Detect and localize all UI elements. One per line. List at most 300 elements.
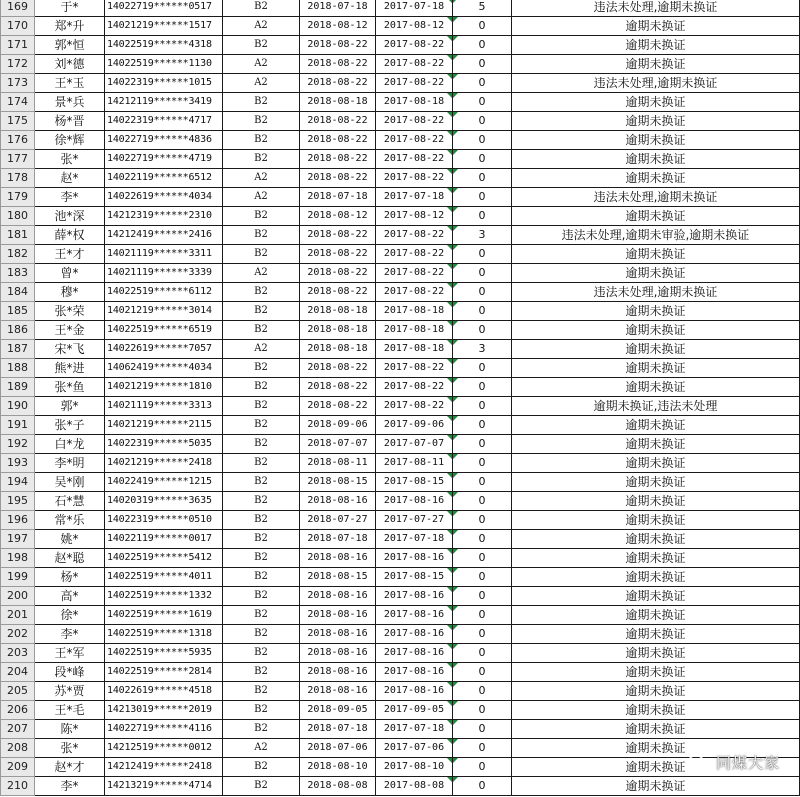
date-cell[interactable]: 2017-08-22 bbox=[376, 169, 453, 188]
date-cell[interactable]: 2018-08-22 bbox=[300, 169, 376, 188]
id-number-cell[interactable]: 14212419******2416 bbox=[105, 226, 223, 245]
id-number-cell[interactable]: 14022619******4518 bbox=[105, 682, 223, 701]
status-cell[interactable]: 逾期未换证 bbox=[512, 644, 800, 663]
name-cell[interactable]: 张*鱼 bbox=[35, 378, 105, 397]
date-cell[interactable]: 2017-08-16 bbox=[376, 549, 453, 568]
row-number[interactable]: 185 bbox=[1, 302, 35, 321]
row-number[interactable]: 200 bbox=[1, 587, 35, 606]
name-cell[interactable]: 穆* bbox=[35, 283, 105, 302]
status-cell[interactable]: 逾期未换证 bbox=[512, 359, 800, 378]
count-cell[interactable]: 0 bbox=[453, 321, 512, 340]
license-type-cell[interactable]: B2 bbox=[223, 112, 300, 131]
date-cell[interactable]: 2018-08-18 bbox=[300, 93, 376, 112]
status-cell[interactable]: 逾期未换证 bbox=[512, 777, 800, 796]
status-cell[interactable]: 逾期未换证 bbox=[512, 17, 800, 36]
id-number-cell[interactable]: 14022319******1015 bbox=[105, 74, 223, 93]
row-number[interactable]: 175 bbox=[1, 112, 35, 131]
count-cell[interactable]: 0 bbox=[453, 207, 512, 226]
name-cell[interactable]: 王*军 bbox=[35, 644, 105, 663]
status-cell[interactable]: 逾期未换证 bbox=[512, 55, 800, 74]
name-cell[interactable]: 宋*飞 bbox=[35, 340, 105, 359]
status-cell[interactable]: 逾期未换证 bbox=[512, 720, 800, 739]
status-cell[interactable]: 违法未处理,逾期未换证 bbox=[512, 74, 800, 93]
count-cell[interactable]: 0 bbox=[453, 416, 512, 435]
row-number[interactable]: 191 bbox=[1, 416, 35, 435]
status-cell[interactable]: 违法未处理,逾期未换证 bbox=[512, 0, 800, 17]
status-cell[interactable]: 逾期未换证 bbox=[512, 169, 800, 188]
date-cell[interactable]: 2017-07-18 bbox=[376, 0, 453, 17]
name-cell[interactable]: 吴*刚 bbox=[35, 473, 105, 492]
date-cell[interactable]: 2018-08-22 bbox=[300, 150, 376, 169]
license-type-cell[interactable]: B2 bbox=[223, 492, 300, 511]
status-cell[interactable]: 逾期未换证 bbox=[512, 93, 800, 112]
count-cell[interactable]: 0 bbox=[453, 758, 512, 777]
date-cell[interactable]: 2018-08-16 bbox=[300, 549, 376, 568]
date-cell[interactable]: 2017-08-10 bbox=[376, 758, 453, 777]
date-cell[interactable]: 2017-08-15 bbox=[376, 473, 453, 492]
license-type-cell[interactable]: B2 bbox=[223, 587, 300, 606]
status-cell[interactable]: 逾期未换证 bbox=[512, 606, 800, 625]
date-cell[interactable]: 2017-08-18 bbox=[376, 340, 453, 359]
date-cell[interactable]: 2018-07-06 bbox=[300, 739, 376, 758]
license-type-cell[interactable]: B2 bbox=[223, 378, 300, 397]
count-cell[interactable]: 0 bbox=[453, 777, 512, 796]
row-number[interactable]: 202 bbox=[1, 625, 35, 644]
date-cell[interactable]: 2017-08-16 bbox=[376, 682, 453, 701]
license-type-cell[interactable]: B2 bbox=[223, 701, 300, 720]
id-number-cell[interactable]: 14022519******6519 bbox=[105, 321, 223, 340]
status-cell[interactable]: 逾期未换证 bbox=[512, 739, 800, 758]
id-number-cell[interactable]: 14022519******2814 bbox=[105, 663, 223, 682]
name-cell[interactable]: 李* bbox=[35, 777, 105, 796]
date-cell[interactable]: 2018-09-05 bbox=[300, 701, 376, 720]
date-cell[interactable]: 2017-08-11 bbox=[376, 454, 453, 473]
license-type-cell[interactable]: B2 bbox=[223, 568, 300, 587]
name-cell[interactable]: 赵*才 bbox=[35, 758, 105, 777]
status-cell[interactable]: 逾期未换证 bbox=[512, 549, 800, 568]
status-cell[interactable]: 逾期未换证 bbox=[512, 36, 800, 55]
name-cell[interactable]: 王*才 bbox=[35, 245, 105, 264]
id-number-cell[interactable]: 14022319******0510 bbox=[105, 511, 223, 530]
count-cell[interactable]: 0 bbox=[453, 530, 512, 549]
status-cell[interactable]: 逾期未换证 bbox=[512, 321, 800, 340]
id-number-cell[interactable]: 14022619******7057 bbox=[105, 340, 223, 359]
date-cell[interactable]: 2018-08-16 bbox=[300, 492, 376, 511]
id-number-cell[interactable]: 14022419******1215 bbox=[105, 473, 223, 492]
count-cell[interactable]: 0 bbox=[453, 435, 512, 454]
name-cell[interactable]: 陈* bbox=[35, 720, 105, 739]
row-number[interactable]: 171 bbox=[1, 36, 35, 55]
count-cell[interactable]: 0 bbox=[453, 720, 512, 739]
count-cell[interactable]: 0 bbox=[453, 701, 512, 720]
count-cell[interactable]: 0 bbox=[453, 511, 512, 530]
count-cell[interactable]: 0 bbox=[453, 625, 512, 644]
license-type-cell[interactable]: A2 bbox=[223, 17, 300, 36]
name-cell[interactable]: 徐* bbox=[35, 606, 105, 625]
name-cell[interactable]: 常*乐 bbox=[35, 511, 105, 530]
name-cell[interactable]: 曾* bbox=[35, 264, 105, 283]
count-cell[interactable]: 0 bbox=[453, 55, 512, 74]
license-type-cell[interactable]: B2 bbox=[223, 131, 300, 150]
id-number-cell[interactable]: 14022519******4318 bbox=[105, 36, 223, 55]
status-cell[interactable]: 逾期未换证 bbox=[512, 302, 800, 321]
date-cell[interactable]: 2018-07-27 bbox=[300, 511, 376, 530]
row-number[interactable]: 188 bbox=[1, 359, 35, 378]
date-cell[interactable]: 2017-08-22 bbox=[376, 226, 453, 245]
name-cell[interactable]: 赵* bbox=[35, 169, 105, 188]
date-cell[interactable]: 2017-08-16 bbox=[376, 625, 453, 644]
row-number[interactable]: 197 bbox=[1, 530, 35, 549]
name-cell[interactable]: 张*荣 bbox=[35, 302, 105, 321]
row-number[interactable]: 209 bbox=[1, 758, 35, 777]
name-cell[interactable]: 郑*升 bbox=[35, 17, 105, 36]
status-cell[interactable]: 逾期未换证 bbox=[512, 663, 800, 682]
row-number[interactable]: 178 bbox=[1, 169, 35, 188]
date-cell[interactable]: 2018-08-12 bbox=[300, 207, 376, 226]
date-cell[interactable]: 2017-07-07 bbox=[376, 435, 453, 454]
date-cell[interactable]: 2018-09-06 bbox=[300, 416, 376, 435]
license-type-cell[interactable]: B2 bbox=[223, 454, 300, 473]
count-cell[interactable]: 0 bbox=[453, 587, 512, 606]
row-number[interactable]: 186 bbox=[1, 321, 35, 340]
count-cell[interactable]: 0 bbox=[453, 397, 512, 416]
count-cell[interactable]: 0 bbox=[453, 378, 512, 397]
row-number[interactable]: 192 bbox=[1, 435, 35, 454]
status-cell[interactable]: 逾期未换证 bbox=[512, 758, 800, 777]
date-cell[interactable]: 2018-08-18 bbox=[300, 340, 376, 359]
date-cell[interactable]: 2017-08-18 bbox=[376, 93, 453, 112]
status-cell[interactable]: 逾期未换证 bbox=[512, 492, 800, 511]
id-number-cell[interactable]: 14021219******1517 bbox=[105, 17, 223, 36]
name-cell[interactable]: 王*毛 bbox=[35, 701, 105, 720]
license-type-cell[interactable]: B2 bbox=[223, 93, 300, 112]
license-type-cell[interactable]: B2 bbox=[223, 226, 300, 245]
status-cell[interactable]: 逾期未换证 bbox=[512, 245, 800, 264]
count-cell[interactable]: 0 bbox=[453, 663, 512, 682]
status-cell[interactable]: 逾期未换证 bbox=[512, 150, 800, 169]
id-number-cell[interactable]: 14022519******1619 bbox=[105, 606, 223, 625]
count-cell[interactable]: 0 bbox=[453, 245, 512, 264]
status-cell[interactable]: 逾期未换证 bbox=[512, 264, 800, 283]
date-cell[interactable]: 2018-08-15 bbox=[300, 473, 376, 492]
license-type-cell[interactable]: B2 bbox=[223, 397, 300, 416]
count-cell[interactable]: 0 bbox=[453, 74, 512, 93]
status-cell[interactable]: 逾期未换证 bbox=[512, 568, 800, 587]
row-number[interactable]: 203 bbox=[1, 644, 35, 663]
license-type-cell[interactable]: A2 bbox=[223, 169, 300, 188]
date-cell[interactable]: 2017-08-16 bbox=[376, 492, 453, 511]
license-type-cell[interactable]: B2 bbox=[223, 625, 300, 644]
count-cell[interactable]: 0 bbox=[453, 302, 512, 321]
row-number[interactable]: 196 bbox=[1, 511, 35, 530]
date-cell[interactable]: 2018-08-11 bbox=[300, 454, 376, 473]
id-number-cell[interactable]: 14022519******1318 bbox=[105, 625, 223, 644]
date-cell[interactable]: 2017-07-18 bbox=[376, 530, 453, 549]
count-cell[interactable]: 0 bbox=[453, 454, 512, 473]
count-cell[interactable]: 0 bbox=[453, 644, 512, 663]
date-cell[interactable]: 2017-08-22 bbox=[376, 397, 453, 416]
row-number[interactable]: 207 bbox=[1, 720, 35, 739]
name-cell[interactable]: 熊*进 bbox=[35, 359, 105, 378]
date-cell[interactable]: 2018-08-08 bbox=[300, 777, 376, 796]
count-cell[interactable]: 0 bbox=[453, 169, 512, 188]
name-cell[interactable]: 王*玉 bbox=[35, 74, 105, 93]
name-cell[interactable]: 赵*聪 bbox=[35, 549, 105, 568]
count-cell[interactable]: 0 bbox=[453, 17, 512, 36]
date-cell[interactable]: 2017-08-22 bbox=[376, 283, 453, 302]
row-number[interactable]: 183 bbox=[1, 264, 35, 283]
status-cell[interactable]: 逾期未换证 bbox=[512, 625, 800, 644]
name-cell[interactable]: 郭*恒 bbox=[35, 36, 105, 55]
date-cell[interactable]: 2017-08-08 bbox=[376, 777, 453, 796]
license-type-cell[interactable]: B2 bbox=[223, 549, 300, 568]
status-cell[interactable]: 逾期未换证 bbox=[512, 530, 800, 549]
status-cell[interactable]: 违法未处理,逾期未审验,逾期未换证 bbox=[512, 226, 800, 245]
date-cell[interactable]: 2018-08-22 bbox=[300, 283, 376, 302]
row-number[interactable]: 199 bbox=[1, 568, 35, 587]
count-cell[interactable]: 0 bbox=[453, 188, 512, 207]
date-cell[interactable]: 2018-08-18 bbox=[300, 302, 376, 321]
date-cell[interactable]: 2017-08-16 bbox=[376, 663, 453, 682]
id-number-cell[interactable]: 14021119******3311 bbox=[105, 245, 223, 264]
date-cell[interactable]: 2017-08-22 bbox=[376, 264, 453, 283]
license-type-cell[interactable]: A2 bbox=[223, 55, 300, 74]
id-number-cell[interactable]: 14022319******4717 bbox=[105, 112, 223, 131]
status-cell[interactable]: 逾期未换证 bbox=[512, 378, 800, 397]
date-cell[interactable]: 2017-08-12 bbox=[376, 207, 453, 226]
license-type-cell[interactable]: B2 bbox=[223, 36, 300, 55]
date-cell[interactable]: 2017-08-18 bbox=[376, 302, 453, 321]
count-cell[interactable]: 0 bbox=[453, 473, 512, 492]
id-number-cell[interactable]: 14212419******2418 bbox=[105, 758, 223, 777]
date-cell[interactable]: 2018-08-16 bbox=[300, 663, 376, 682]
date-cell[interactable]: 2017-08-18 bbox=[376, 321, 453, 340]
id-number-cell[interactable]: 14022519******6112 bbox=[105, 283, 223, 302]
count-cell[interactable]: 3 bbox=[453, 226, 512, 245]
license-type-cell[interactable]: B2 bbox=[223, 321, 300, 340]
date-cell[interactable]: 2018-08-22 bbox=[300, 112, 376, 131]
row-number[interactable]: 184 bbox=[1, 283, 35, 302]
id-number-cell[interactable]: 14021219******3014 bbox=[105, 302, 223, 321]
name-cell[interactable]: 王*金 bbox=[35, 321, 105, 340]
license-type-cell[interactable]: B2 bbox=[223, 682, 300, 701]
license-type-cell[interactable]: B2 bbox=[223, 720, 300, 739]
date-cell[interactable]: 2018-08-16 bbox=[300, 682, 376, 701]
date-cell[interactable]: 2017-09-05 bbox=[376, 701, 453, 720]
id-number-cell[interactable]: 14213019******2019 bbox=[105, 701, 223, 720]
date-cell[interactable]: 2017-08-22 bbox=[376, 245, 453, 264]
id-number-cell[interactable]: 14212319******2310 bbox=[105, 207, 223, 226]
date-cell[interactable]: 2018-07-18 bbox=[300, 530, 376, 549]
id-number-cell[interactable]: 14022519******4011 bbox=[105, 568, 223, 587]
license-type-cell[interactable]: B2 bbox=[223, 663, 300, 682]
id-number-cell[interactable]: 14022319******5035 bbox=[105, 435, 223, 454]
name-cell[interactable]: 李*明 bbox=[35, 454, 105, 473]
date-cell[interactable]: 2017-08-15 bbox=[376, 568, 453, 587]
status-cell[interactable]: 逾期未换证 bbox=[512, 112, 800, 131]
id-number-cell[interactable]: 14022519******1130 bbox=[105, 55, 223, 74]
date-cell[interactable]: 2017-08-22 bbox=[376, 150, 453, 169]
date-cell[interactable]: 2018-08-22 bbox=[300, 359, 376, 378]
date-cell[interactable]: 2018-08-22 bbox=[300, 131, 376, 150]
name-cell[interactable]: 李* bbox=[35, 625, 105, 644]
status-cell[interactable]: 逾期未换证 bbox=[512, 416, 800, 435]
row-number[interactable]: 208 bbox=[1, 739, 35, 758]
license-type-cell[interactable]: B2 bbox=[223, 245, 300, 264]
license-type-cell[interactable]: A2 bbox=[223, 74, 300, 93]
count-cell[interactable]: 0 bbox=[453, 492, 512, 511]
date-cell[interactable]: 2018-08-16 bbox=[300, 606, 376, 625]
name-cell[interactable]: 高* bbox=[35, 587, 105, 606]
row-number[interactable]: 193 bbox=[1, 454, 35, 473]
date-cell[interactable]: 2018-08-16 bbox=[300, 625, 376, 644]
row-number[interactable]: 198 bbox=[1, 549, 35, 568]
count-cell[interactable]: 5 bbox=[453, 0, 512, 17]
date-cell[interactable]: 2017-08-16 bbox=[376, 606, 453, 625]
name-cell[interactable]: 姚* bbox=[35, 530, 105, 549]
row-number[interactable]: 170 bbox=[1, 17, 35, 36]
license-type-cell[interactable]: B2 bbox=[223, 416, 300, 435]
row-number[interactable]: 182 bbox=[1, 245, 35, 264]
id-number-cell[interactable]: 14021219******1810 bbox=[105, 378, 223, 397]
date-cell[interactable]: 2017-08-22 bbox=[376, 131, 453, 150]
count-cell[interactable]: 0 bbox=[453, 359, 512, 378]
id-number-cell[interactable]: 14022119******0017 bbox=[105, 530, 223, 549]
license-type-cell[interactable]: B2 bbox=[223, 606, 300, 625]
status-cell[interactable]: 逾期未换证 bbox=[512, 207, 800, 226]
count-cell[interactable]: 0 bbox=[453, 682, 512, 701]
row-number[interactable]: 169 bbox=[1, 0, 35, 17]
date-cell[interactable]: 2018-08-10 bbox=[300, 758, 376, 777]
license-type-cell[interactable]: B2 bbox=[223, 473, 300, 492]
row-number[interactable]: 210 bbox=[1, 777, 35, 796]
id-number-cell[interactable]: 14022719******4836 bbox=[105, 131, 223, 150]
date-cell[interactable]: 2018-08-22 bbox=[300, 36, 376, 55]
count-cell[interactable]: 0 bbox=[453, 112, 512, 131]
id-number-cell[interactable]: 14022719******0517 bbox=[105, 0, 223, 17]
license-type-cell[interactable]: B2 bbox=[223, 302, 300, 321]
status-cell[interactable]: 逾期未换证 bbox=[512, 435, 800, 454]
license-type-cell[interactable]: B2 bbox=[223, 435, 300, 454]
date-cell[interactable]: 2018-07-18 bbox=[300, 188, 376, 207]
id-number-cell[interactable]: 14022719******4719 bbox=[105, 150, 223, 169]
row-number[interactable]: 204 bbox=[1, 663, 35, 682]
date-cell[interactable]: 2017-08-22 bbox=[376, 112, 453, 131]
count-cell[interactable]: 0 bbox=[453, 93, 512, 112]
count-cell[interactable]: 0 bbox=[453, 131, 512, 150]
date-cell[interactable]: 2017-07-27 bbox=[376, 511, 453, 530]
id-number-cell[interactable]: 14020319******3635 bbox=[105, 492, 223, 511]
id-number-cell[interactable]: 14062419******4034 bbox=[105, 359, 223, 378]
count-cell[interactable]: 0 bbox=[453, 606, 512, 625]
license-type-cell[interactable]: A2 bbox=[223, 739, 300, 758]
id-number-cell[interactable]: 14022619******4034 bbox=[105, 188, 223, 207]
status-cell[interactable]: 逾期未换证 bbox=[512, 340, 800, 359]
row-number[interactable]: 194 bbox=[1, 473, 35, 492]
count-cell[interactable]: 0 bbox=[453, 739, 512, 758]
name-cell[interactable]: 徐*辉 bbox=[35, 131, 105, 150]
status-cell[interactable]: 逾期未换证 bbox=[512, 131, 800, 150]
date-cell[interactable]: 2017-08-22 bbox=[376, 359, 453, 378]
license-type-cell[interactable]: A2 bbox=[223, 340, 300, 359]
row-number[interactable]: 177 bbox=[1, 150, 35, 169]
id-number-cell[interactable]: 14213219******4714 bbox=[105, 777, 223, 796]
row-number[interactable]: 176 bbox=[1, 131, 35, 150]
date-cell[interactable]: 2018-08-22 bbox=[300, 226, 376, 245]
name-cell[interactable]: 张* bbox=[35, 150, 105, 169]
date-cell[interactable]: 2018-08-22 bbox=[300, 55, 376, 74]
license-type-cell[interactable]: B2 bbox=[223, 150, 300, 169]
license-type-cell[interactable]: B2 bbox=[223, 0, 300, 17]
date-cell[interactable]: 2018-08-16 bbox=[300, 587, 376, 606]
date-cell[interactable]: 2018-08-15 bbox=[300, 568, 376, 587]
row-number[interactable]: 187 bbox=[1, 340, 35, 359]
row-number[interactable]: 189 bbox=[1, 378, 35, 397]
name-cell[interactable]: 杨* bbox=[35, 568, 105, 587]
name-cell[interactable]: 于* bbox=[35, 0, 105, 17]
date-cell[interactable]: 2017-07-18 bbox=[376, 720, 453, 739]
row-number[interactable]: 190 bbox=[1, 397, 35, 416]
date-cell[interactable]: 2018-08-22 bbox=[300, 397, 376, 416]
id-number-cell[interactable]: 14022519******1332 bbox=[105, 587, 223, 606]
name-cell[interactable]: 池*深 bbox=[35, 207, 105, 226]
date-cell[interactable]: 2018-08-12 bbox=[300, 17, 376, 36]
name-cell[interactable]: 李* bbox=[35, 188, 105, 207]
row-number[interactable]: 180 bbox=[1, 207, 35, 226]
date-cell[interactable]: 2018-08-22 bbox=[300, 245, 376, 264]
id-number-cell[interactable]: 14212519******0012 bbox=[105, 739, 223, 758]
name-cell[interactable]: 景*兵 bbox=[35, 93, 105, 112]
row-number[interactable]: 206 bbox=[1, 701, 35, 720]
date-cell[interactable]: 2017-09-06 bbox=[376, 416, 453, 435]
date-cell[interactable]: 2018-07-18 bbox=[300, 720, 376, 739]
date-cell[interactable]: 2018-08-18 bbox=[300, 321, 376, 340]
row-number[interactable]: 179 bbox=[1, 188, 35, 207]
date-cell[interactable]: 2018-08-22 bbox=[300, 74, 376, 93]
license-type-cell[interactable]: B2 bbox=[223, 511, 300, 530]
id-number-cell[interactable]: 14021219******2418 bbox=[105, 454, 223, 473]
status-cell[interactable]: 逾期未换证 bbox=[512, 473, 800, 492]
name-cell[interactable]: 张* bbox=[35, 739, 105, 758]
date-cell[interactable]: 2017-08-16 bbox=[376, 587, 453, 606]
license-type-cell[interactable]: A2 bbox=[223, 188, 300, 207]
count-cell[interactable]: 0 bbox=[453, 568, 512, 587]
name-cell[interactable]: 白*龙 bbox=[35, 435, 105, 454]
license-type-cell[interactable]: B2 bbox=[223, 644, 300, 663]
row-number[interactable]: 172 bbox=[1, 55, 35, 74]
id-number-cell[interactable]: 14022519******5935 bbox=[105, 644, 223, 663]
license-type-cell[interactable]: B2 bbox=[223, 283, 300, 302]
status-cell[interactable]: 违法未处理,逾期未换证 bbox=[512, 188, 800, 207]
date-cell[interactable]: 2017-08-22 bbox=[376, 74, 453, 93]
count-cell[interactable]: 3 bbox=[453, 340, 512, 359]
date-cell[interactable]: 2017-07-18 bbox=[376, 188, 453, 207]
id-number-cell[interactable]: 14022119******6512 bbox=[105, 169, 223, 188]
count-cell[interactable]: 0 bbox=[453, 36, 512, 55]
status-cell[interactable]: 逾期未换证 bbox=[512, 682, 800, 701]
id-number-cell[interactable]: 14021119******3313 bbox=[105, 397, 223, 416]
date-cell[interactable]: 2018-07-18 bbox=[300, 0, 376, 17]
date-cell[interactable]: 2018-07-07 bbox=[300, 435, 376, 454]
date-cell[interactable]: 2018-08-22 bbox=[300, 378, 376, 397]
row-number[interactable]: 173 bbox=[1, 74, 35, 93]
row-number[interactable]: 205 bbox=[1, 682, 35, 701]
status-cell[interactable]: 违法未处理,逾期未换证 bbox=[512, 283, 800, 302]
status-cell[interactable]: 逾期未换证,违法未处理 bbox=[512, 397, 800, 416]
date-cell[interactable]: 2017-07-06 bbox=[376, 739, 453, 758]
id-number-cell[interactable]: 14022519******5412 bbox=[105, 549, 223, 568]
count-cell[interactable]: 0 bbox=[453, 150, 512, 169]
